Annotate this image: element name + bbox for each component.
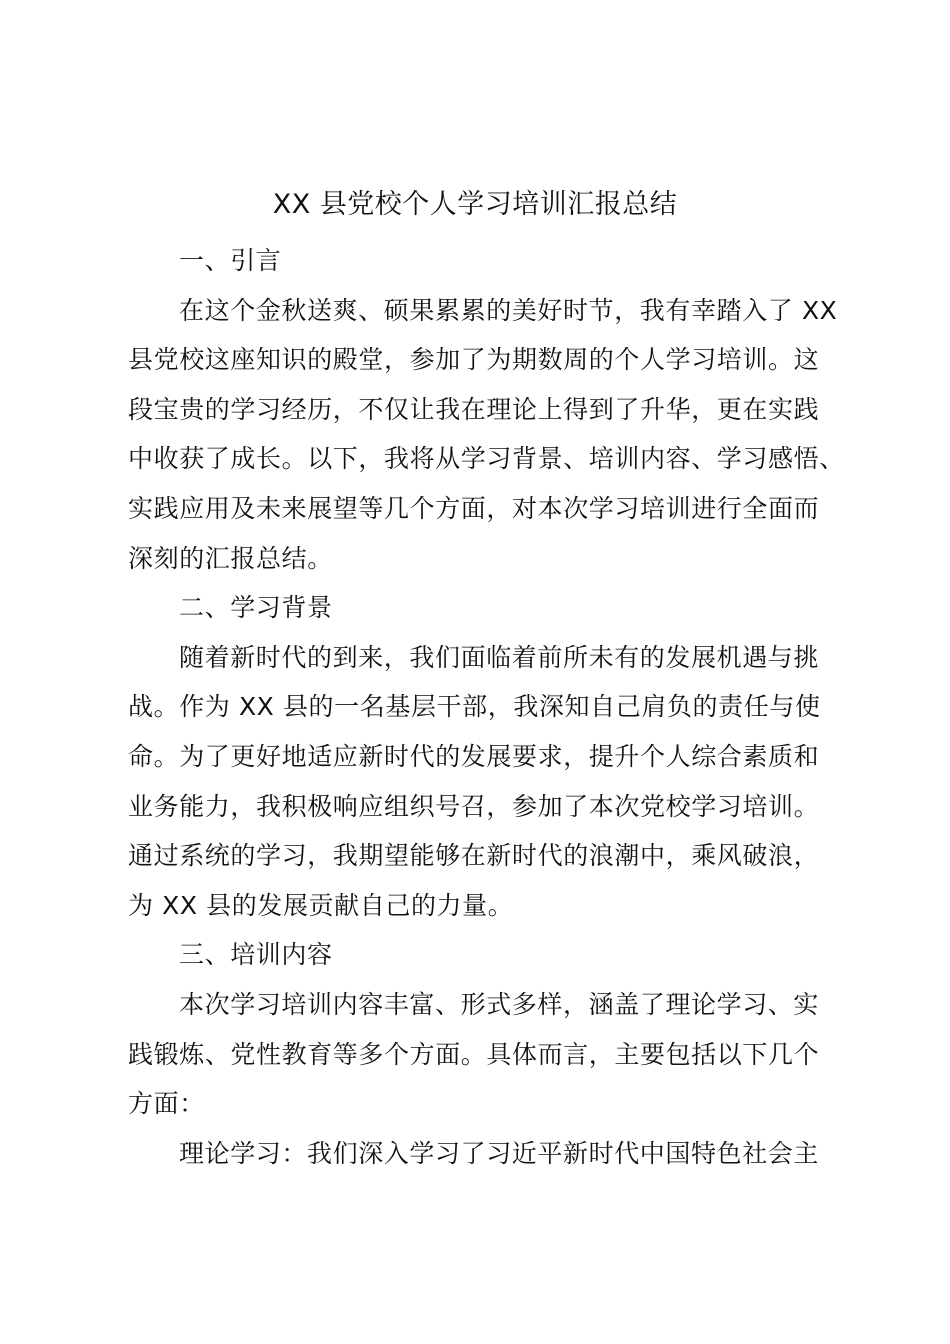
paragraph-line: 为 XX 县的发展贡献自己的力量。 — [128, 890, 514, 920]
paragraph-line: 随着新时代的到来，我们面临着前所未有的发展机遇与挑 — [179, 642, 820, 672]
paragraph-line: 深刻的汇报总结。 — [128, 543, 333, 573]
paragraph-line: 方面： — [128, 1089, 205, 1119]
section-heading-training-content: 三、培训内容 — [179, 940, 333, 970]
paragraph-line: 在这个金秋送爽、硕果累累的美好时节，我有幸踏入了 XX — [179, 295, 838, 325]
paragraph-line: 理论学习：我们深入学习了习近平新时代中国特色社会主 — [179, 1138, 820, 1168]
document-body — [128, 236, 845, 1178]
paragraph-line: 战。作为 XX 县的一名基层干部，我深知自己肩负的责任与使 — [128, 692, 821, 722]
document-title: XX 县党校个人学习培训汇报总结 — [272, 189, 678, 220]
paragraph-line: 实践应用及未来展望等几个方面，对本次学习培训进行全面而 — [128, 493, 820, 523]
paragraph-line: 段宝贵的学习经历，不仅让我在理论上得到了升华，更在实践 — [128, 394, 820, 424]
paragraph-line: 中收获了成长。以下，我将从学习背景、培训内容、学习感悟、 — [128, 444, 845, 474]
paragraph-line: 通过系统的学习，我期望能够在新时代的浪潮中，乘风破浪， — [128, 841, 820, 871]
paragraph-line: 本次学习培训内容丰富、形式多样，涵盖了理论学习、实 — [179, 989, 820, 1019]
paragraph-line: 县党校这座知识的殿堂，参加了为期数周的个人学习培训。这 — [128, 345, 820, 375]
paragraph-line: 践锻炼、党性教育等多个方面。具体而言，主要包括以下几个 — [128, 1039, 820, 1069]
paragraph-line: 命。为了更好地适应新时代的发展要求，提升个人综合素质和 — [128, 741, 820, 771]
section-heading-background: 二、学习背景 — [179, 593, 333, 623]
section-heading-introduction: 一、引言 — [179, 246, 282, 275]
paragraph-line: 业务能力，我积极响应组织号召，参加了本次党校学习培训。 — [128, 791, 820, 821]
